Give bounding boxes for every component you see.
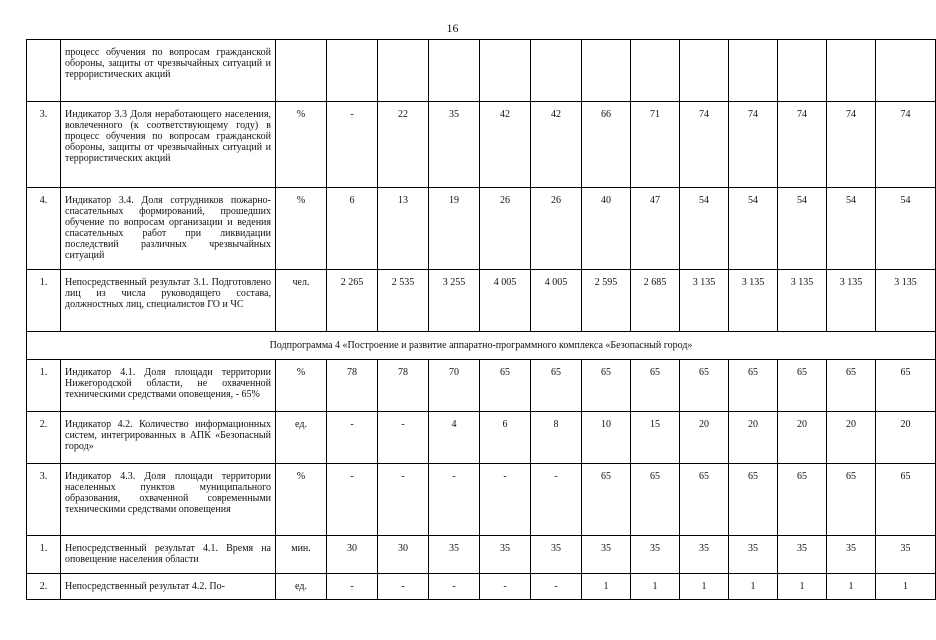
value-cell: 65: [582, 464, 631, 536]
value-cell: 47: [631, 188, 680, 270]
value-cell: -: [378, 412, 429, 464]
value-cell: [827, 40, 876, 102]
value-cell: 65: [680, 464, 729, 536]
value-cell: [582, 40, 631, 102]
value-cell: 35: [631, 536, 680, 574]
value-cell: 74: [827, 102, 876, 188]
value-cell: 6: [327, 188, 378, 270]
value-cell: 4: [429, 412, 480, 464]
value-cell: 71: [631, 102, 680, 188]
value-cell: -: [327, 102, 378, 188]
value-cell: 65: [876, 360, 936, 412]
value-cell: 65: [827, 464, 876, 536]
value-cell: 74: [778, 102, 827, 188]
indicator-description: Индикатор 4.2. Количество информационных систем, интегрированных в АПК «Безопасный город»: [61, 412, 276, 464]
value-cell: 26: [480, 188, 531, 270]
value-cell: 70: [429, 360, 480, 412]
value-cell: 4 005: [531, 270, 582, 332]
value-cell: -: [378, 464, 429, 536]
value-cell: -: [429, 574, 480, 600]
value-cell: 1: [827, 574, 876, 600]
unit-cell: %: [276, 464, 327, 536]
value-cell: 54: [680, 188, 729, 270]
indicator-description: Непосредственный результат 4.2. По-: [61, 574, 276, 600]
value-cell: 13: [378, 188, 429, 270]
value-cell: [378, 40, 429, 102]
row-number: 2.: [27, 412, 61, 464]
value-cell: 3 135: [680, 270, 729, 332]
value-cell: 65: [582, 360, 631, 412]
unit-cell: %: [276, 188, 327, 270]
value-cell: 1: [631, 574, 680, 600]
value-cell: 8: [531, 412, 582, 464]
row-number: 3.: [27, 102, 61, 188]
indicator-table: [26, 39, 936, 600]
value-cell: 35: [582, 536, 631, 574]
value-cell: 35: [876, 536, 936, 574]
value-cell: 40: [582, 188, 631, 270]
value-cell: 10: [582, 412, 631, 464]
value-cell: 35: [429, 536, 480, 574]
value-cell: 30: [378, 536, 429, 574]
row-number: 1.: [27, 270, 61, 332]
value-cell: 35: [827, 536, 876, 574]
value-cell: -: [531, 464, 582, 536]
value-cell: 35: [729, 536, 778, 574]
value-cell: 3 135: [876, 270, 936, 332]
value-cell: 65: [631, 464, 680, 536]
section-title: Подпрограмма 4 «Построение и развитие аппаратно-программного комплекса «Безопасный город»: [27, 332, 936, 360]
table-row: [27, 40, 936, 102]
value-cell: 1: [778, 574, 827, 600]
value-cell: 65: [778, 464, 827, 536]
value-cell: 35: [778, 536, 827, 574]
value-cell: 74: [680, 102, 729, 188]
value-cell: 3 135: [778, 270, 827, 332]
value-cell: 65: [480, 360, 531, 412]
value-cell: 65: [729, 360, 778, 412]
indicator-description: Индикатор 4.1. Доля площади территории Нижегородской области, не охваченной техническими средствами оповещения, - 65%: [61, 360, 276, 412]
value-cell: 6: [480, 412, 531, 464]
value-cell: 54: [876, 188, 936, 270]
value-cell: 74: [729, 102, 778, 188]
table-row: [27, 574, 936, 600]
value-cell: 19: [429, 188, 480, 270]
row-number: 2.: [27, 574, 61, 600]
table-row: [27, 536, 936, 574]
value-cell: -: [480, 464, 531, 536]
table-row: [27, 464, 936, 536]
value-cell: -: [480, 574, 531, 600]
value-cell: 65: [827, 360, 876, 412]
value-cell: 22: [378, 102, 429, 188]
value-cell: 30: [327, 536, 378, 574]
value-cell: -: [327, 412, 378, 464]
unit-cell: ед.: [276, 412, 327, 464]
value-cell: -: [327, 574, 378, 600]
value-cell: 1: [582, 574, 631, 600]
value-cell: 20: [778, 412, 827, 464]
value-cell: 20: [876, 412, 936, 464]
value-cell: 1: [680, 574, 729, 600]
page-number: 16: [446, 21, 459, 35]
value-cell: [531, 40, 582, 102]
unit-cell: ед.: [276, 574, 327, 600]
unit-cell: %: [276, 360, 327, 412]
value-cell: [631, 40, 680, 102]
row-number: 1.: [27, 360, 61, 412]
value-cell: [480, 40, 531, 102]
unit-cell: мин.: [276, 536, 327, 574]
value-cell: 2 595: [582, 270, 631, 332]
table-row: [27, 270, 936, 332]
value-cell: 78: [378, 360, 429, 412]
value-cell: 66: [582, 102, 631, 188]
value-cell: -: [429, 464, 480, 536]
value-cell: 42: [480, 102, 531, 188]
value-cell: 1: [876, 574, 936, 600]
table-row: [27, 360, 936, 412]
value-cell: 2 265: [327, 270, 378, 332]
row-number: [27, 40, 61, 102]
value-cell: -: [327, 464, 378, 536]
indicator-description: Индикатор 4.3. Доля площади территории населенных пунктов муниципального образования, охваченной современными техническими средствами оповещения: [61, 464, 276, 536]
indicator-description: процесс обучения по вопросам гражданской обороны, защиты от чрезвычайных ситуаций и террористических акций: [61, 40, 276, 102]
value-cell: 20: [827, 412, 876, 464]
value-cell: [680, 40, 729, 102]
value-cell: 42: [531, 102, 582, 188]
value-cell: 65: [729, 464, 778, 536]
value-cell: 35: [429, 102, 480, 188]
unit-cell: чел.: [276, 270, 327, 332]
value-cell: 35: [680, 536, 729, 574]
value-cell: 2 685: [631, 270, 680, 332]
value-cell: 65: [680, 360, 729, 412]
value-cell: 3 135: [729, 270, 778, 332]
value-cell: -: [531, 574, 582, 600]
value-cell: 54: [827, 188, 876, 270]
value-cell: 1: [729, 574, 778, 600]
value-cell: 2 535: [378, 270, 429, 332]
value-cell: 35: [531, 536, 582, 574]
value-cell: 4 005: [480, 270, 531, 332]
table-row: [27, 412, 936, 464]
value-cell: 54: [729, 188, 778, 270]
value-cell: [876, 40, 936, 102]
value-cell: 65: [778, 360, 827, 412]
table-row: [27, 188, 936, 270]
value-cell: 78: [327, 360, 378, 412]
value-cell: [729, 40, 778, 102]
table-row: [27, 102, 936, 188]
value-cell: 20: [680, 412, 729, 464]
unit-cell: [276, 40, 327, 102]
value-cell: 20: [729, 412, 778, 464]
value-cell: [327, 40, 378, 102]
value-cell: 3 135: [827, 270, 876, 332]
value-cell: -: [378, 574, 429, 600]
value-cell: 35: [480, 536, 531, 574]
value-cell: 3 255: [429, 270, 480, 332]
indicator-description: Непосредственный результат 3.1. Подготовлено лиц из числа руководящего состава, должностных лиц, специалистов ГО и ЧС: [61, 270, 276, 332]
value-cell: 54: [778, 188, 827, 270]
indicator-description: Индикатор 3.4. Доля сотрудников пожарно-спасательных формирований, прошедших обучение по вопросам организации и ведения спасательных работ при ликвидации последствий различных чрезвычайных ситуаций: [61, 188, 276, 270]
value-cell: [778, 40, 827, 102]
value-cell: 65: [531, 360, 582, 412]
indicator-description: Непосредственный результат 4.1. Время на оповещение населения области: [61, 536, 276, 574]
value-cell: 74: [876, 102, 936, 188]
section-header-row: [27, 332, 936, 360]
value-cell: [429, 40, 480, 102]
value-cell: 15: [631, 412, 680, 464]
row-number: 4.: [27, 188, 61, 270]
indicator-description: Индикатор 3.3 Доля неработающего населения, вовлеченного (к соответствующему году) в процесс обучения по вопросам гражданской обороны, защиты от чрезвычайных ситуаций и террористических акций: [61, 102, 276, 188]
value-cell: 65: [631, 360, 680, 412]
row-number: 3.: [27, 464, 61, 536]
row-number: 1.: [27, 536, 61, 574]
value-cell: 65: [876, 464, 936, 536]
value-cell: 26: [531, 188, 582, 270]
unit-cell: %: [276, 102, 327, 188]
